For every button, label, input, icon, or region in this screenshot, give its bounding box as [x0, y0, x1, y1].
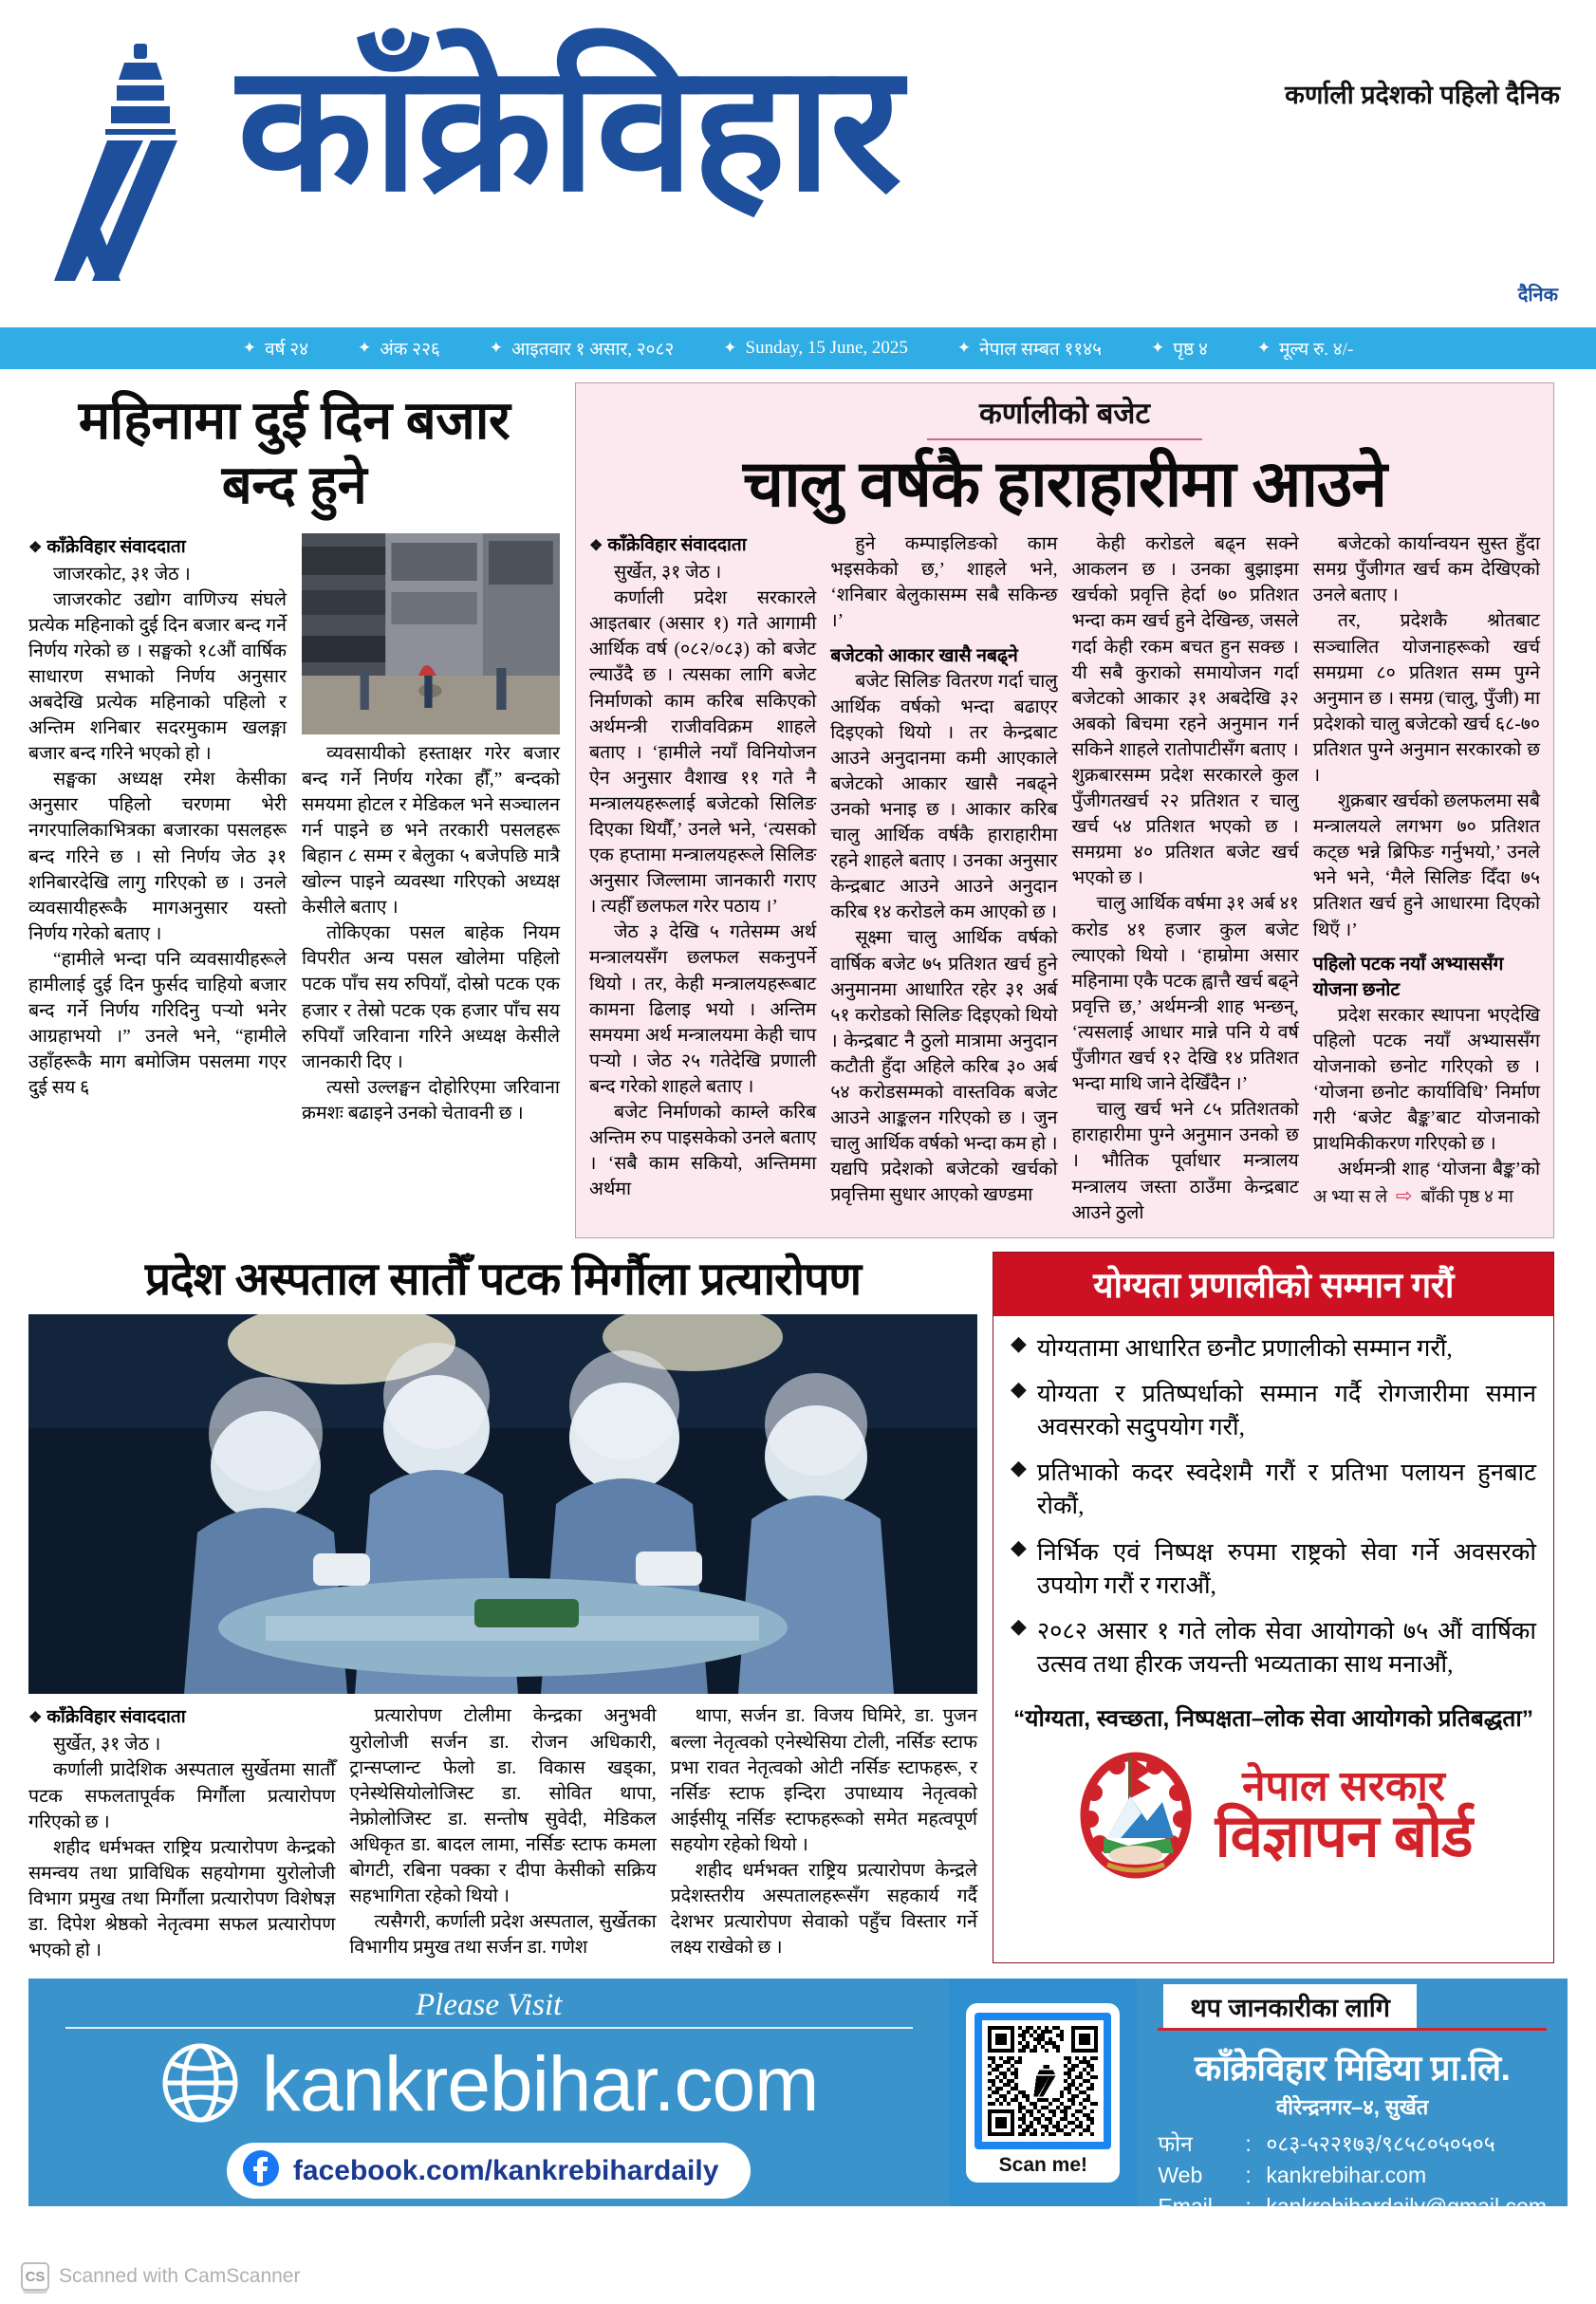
hospital-story-columns — [28, 1703, 977, 1963]
list-item-text: योग्यतामा आधारित छनौट प्रणालीको सम्मान गरौं, — [1036, 1333, 1453, 1362]
please-visit-label: Please Visit — [416, 1988, 563, 2023]
qr-code-icon[interactable] — [982, 2020, 1104, 2142]
paragraph: सङ्घका अध्यक्ष रमेश केसीका अनुसार पहिलो चरणमा भेरी नगरपालिकाभित्रका बजारका पसलहरू बन्द गरिने छ । सो निर्णय जेठ ३१ शनिबारदेखि लागु गरिएको छ । उनले व्यवसायीहरूकै मागअनुसार यस्तो निर्णय गरेको बताए । — [28, 770, 287, 944]
byline-text: काँक्रेविहार संवाददाता — [46, 1707, 186, 1728]
budget-columns — [589, 531, 1540, 1226]
surgery-operating-room-photo — [28, 1314, 977, 1694]
list-item — [1011, 1535, 1536, 1602]
dateline: सुर्खेत, ३१ जेठ । — [53, 1735, 161, 1756]
diamond-bullet-icon: ✦ — [242, 339, 256, 357]
budget-col-4 — [1313, 531, 1540, 1226]
diamond-bullet-icon: ✦ — [956, 339, 972, 357]
datebar-item-issue — [333, 336, 465, 361]
qr-card — [966, 2003, 1120, 2183]
byline-text: काँक्रेविहार संवाददाता — [607, 535, 747, 556]
contact-separator: : — [1245, 2193, 1252, 2219]
diamond-bullet-icon: ✦ — [489, 339, 503, 357]
hospital-col-3 — [671, 1703, 977, 1963]
hospital-story-headline: प्रदेश अस्पताल सातौँ पटक मिर्गौला प्रत्यारोपण — [144, 1254, 862, 1305]
diamond-bullet-icon: ◆ — [1011, 1456, 1027, 1480]
paragraph: चालु खर्च भने ८५ प्रतिशतको हाराहारीमा पुग्ने अनुमान उनको छ । भौतिक पूर्वाधार मन्त्रालय मन्त्रालय जस्ता ठाउँमा केन्द्रबाट आउने ठुलो — [1071, 1100, 1299, 1223]
website-link[interactable] — [159, 2029, 819, 2135]
datebar-text: पृष्ठ ४ — [1173, 340, 1208, 360]
diamond-bullet-icon: ✦ — [723, 339, 737, 357]
contact-row-email — [1158, 2191, 1547, 2222]
datebar-text: वर्ष २४ — [264, 340, 308, 360]
paragraph: चालु आर्थिक वर्षमा ३१ अर्ब ४१ करोड ४१ हजार कुल बजेट ल्याएको थियो । ‘हाम्रोमा असार महिनामा एकै पटक ह्वात्तै खर्च बढ्ने प्रवृत्ति छ,’ अर्थमन्त्री शाह भन्छन्, ‘त्यसलाई आधार मान्ने पनि ये वर्ष पुँजीगत खर्च १२ देखि १४ प्रतिशत भन्दा माथि जाने देखिँदैन ।’ — [1071, 894, 1299, 1095]
list-item — [1011, 1377, 1536, 1443]
camscanner-watermark — [21, 2262, 300, 2291]
paragraph: “हामीले भन्दा पनि व्यवसायीहरूले हामीलाई दुई दिन फुर्सद चाहियो बजार बन्द गर्ने निर्णय गरिदिनु पऱ्यो भनेर आग्रहाभयो ।” उनले भने, “हामीले उहाँहरूकै माग बमोजिम पसलमा गएर दुई सय ६ — [28, 949, 287, 1099]
list-item — [1011, 1614, 1536, 1681]
datebar-item-pages — [1126, 336, 1233, 361]
facebook-icon — [242, 2149, 280, 2192]
paragraph: शुक्रबार खर्चको छलफलमा सबै मन्त्रालयले लगभग ७० प्रतिशत कट्छ भन्ने ब्रिफिङ गर्नुभयो,’ उनले भने भने, ‘मैले सिलिङ दिँदा ७५ प्रतिशत खर्च हुने आधारमा दिएको थिएँ ।’ — [1312, 791, 1540, 940]
footer-banner — [28, 1979, 1568, 2219]
paragraph: सूक्ष्मा चालु आर्थिक वर्षको वार्षिक बजेट ७५ प्रतिशत खर्च हुने अनुमानमा आधारित रहेर ३१ अर्ब ५१ करोडको सिलिङ दिइएको थियो । केन्द्रबाट नै ठुलो मात्रामा अनुदान कटौती हुँदा अहिले करिब ३० अर्ब ५४ करोडसम्मको वास्तविक बजेट आउने आङ्कलन गरिएको छ । जुन चालु आर्थिक वर्षको भन्दा कम हो । यद्यपि प्रदेशको बजेटको खर्चको प्रवृत्तिमा सुधार आएको खण्डमा — [830, 928, 1058, 1206]
advertisement-government-text — [1215, 1762, 1473, 1869]
datebar-text: मूल्य रु. ४/- — [1279, 340, 1354, 360]
paragraph: प्रत्यारोपण टोलीमा केन्द्रका अनुभवी युरोलोजी सर्जन डा. रोजन अधिकारी, ट्रान्सप्लान्ट फेलो डा. विकास खड्का, एनेस्थेसियोलोजिस्ट डा. सोवित थापा, नेफ्रोलोजिस्ट डा. सन्तोष सुवेदी, मेडिकल अधिकृत डा. बादल लामा, नर्सिङ स्टाफ कमला बोगटी, रबिना पक्का र दीपा केसीको सक्रिय सहभागिता रहेको थियो । — [349, 1706, 657, 1907]
advertisement — [993, 1252, 1554, 1964]
gov-line-2: विज्ञापन बोर्ड — [1215, 1803, 1473, 1869]
diamond-bullet-icon: ✦ — [1256, 339, 1271, 357]
diamond-bullet-icon: ✦ — [1151, 339, 1165, 357]
continuation-link[interactable] — [1312, 1184, 1513, 1208]
budget-col-3 — [1072, 531, 1299, 1226]
datebar-item-year — [218, 336, 333, 361]
page-title: काँक्रेविहार — [237, 30, 900, 227]
paragraph — [1313, 1157, 1540, 1211]
paragraph: व्यवसायीको हस्ताक्षर गरेर बजार बन्द गर्ने निर्णय गरेका हौँ,” बन्दको समयमा होटल र मेडिकल भने सञ्चालन गर्न पाइने छ भने तरकारी पसलहरू बिहान ८ सम्म र बेलुका ५ बजेपछि मात्रै खोल्न पाइने व्यवस्था गरिएको अध्यक्ष केसीले बताए । — [302, 743, 560, 919]
masthead — [0, 0, 1596, 327]
footer-contact-block — [1137, 1979, 1568, 2219]
budget-box — [575, 382, 1554, 1238]
diamond-bullet-icon: ◆ — [1011, 1534, 1027, 1559]
hospital-col-2 — [349, 1703, 656, 1963]
budget-kicker: कर्णालीको बजेट — [978, 397, 1151, 430]
paragraph: बजेट निर्माणको काम्ले करिब अन्तिम रुप पाइसकेको उनले बताए । ‘सबै काम सकियो, अन्तिममा अर्थमा — [589, 1103, 817, 1200]
diamond-bullet-icon: ✦ — [358, 339, 372, 357]
paragraph: तर, प्रदेशकै श्रोतबाट सञ्चालित योजनाहरूको खर्च समग्रमा ८० प्रतिशत सम्म पुग्ने अनुमान छ । समग्र (चालु, पुँजी) मा प्रदेशको चालु बजेटको खर्च ६८-७० प्रतिशत पुग्ने अनुमान सरकारको छ । — [1312, 611, 1540, 786]
diamond-bullet-icon: ❖ — [28, 539, 43, 556]
byline — [28, 533, 287, 558]
arrow-right-icon: ⇨ — [1395, 1184, 1413, 1208]
street-market-photo — [302, 533, 560, 734]
paragraph-text: अर्थमन्त्री शाह ‘योजना बैङ्क’को — [1337, 1160, 1540, 1180]
company-name: काँक्रेविहार मिडिया प्रा.लि. — [1194, 2049, 1511, 2089]
website-url: kankrebihar.com — [261, 2041, 819, 2128]
footer-divider — [65, 2027, 913, 2029]
contact-details — [1137, 2031, 1568, 2221]
paragraph: प्रदेश सरकार स्थापना भएदेखि पहिलो पटक नयाँ अभ्याससँग योजनाको छनोट गरिएको छ । ‘योजना छनोट कार्याविधि’ निर्माण गरी ‘बजेट बैङ्क’बाट योजनाको प्राथमिकीकरण गरिएको छ । — [1312, 1005, 1540, 1155]
continuation-prefix: अ भ्या स ले — [1312, 1187, 1388, 1208]
company-address: वीरेन्द्रनगर–४, सुर्खेत — [1276, 2095, 1429, 2120]
more-info-tab — [1163, 1984, 1417, 2028]
hospital-col-1 — [28, 1703, 335, 1963]
list-item-text: प्रतिभाको कदर स्वदेशमै गरौं र प्रतिभा पलायन हुनबाट रोकौं, — [1036, 1459, 1536, 1520]
contact-separator: : — [1245, 2162, 1252, 2187]
byline — [589, 531, 816, 556]
list-item-text: २०८२ असार १ गते लोक सेवा आयोगको ७५ औं वार्षिका उत्सव तथा हीरक जयन्ती भव्यताका साथ मनाऔं, — [1036, 1617, 1536, 1679]
budget-subheading: बजेटको आकार खासै नबढ्ने — [830, 644, 1018, 666]
paragraph: थापा, सर्जन डा. विजय घिमिरे, डा. पुजन बल्ला नेतृत्वको एनेस्थेसिया टोली, नर्सिङ स्टाफ प्रभा रावत नेतृत्वको ओटी नर्सिङ स्टाफहरू, र नर्सिङ स्टाफ इन्दिरा उपाध्याय नेतृत्वको आईसीयू नर्सिङ स्टाफहरूको समेत महत्वपूर्ण सहयोग रहेको थियो । — [670, 1706, 977, 1855]
list-item — [1011, 1456, 1536, 1522]
datebar-text: आइतवार १ असार, २०८२ — [511, 340, 675, 360]
list-item-text: योग्यता र प्रतिष्पर्धाको सम्मान गर्दै रोगजारीमा समान अवसरको सदुपयोग गरौं, — [1036, 1379, 1536, 1441]
diamond-bullet-icon: ◆ — [1011, 1330, 1027, 1355]
paragraph: त्यसैगरी, कर्णाली प्रदेश अस्पताल, सुर्खेतका विभागीय प्रमुख तथा सर्जन डा. गणेश — [349, 1912, 657, 1959]
paragraph: कर्णाली प्रदेश सरकारले आइतबार (असार १) गते आगामी आर्थिक वर्ष (०८२/०८३) को बजेट ल्याउँदै छ । त्यसका लागि बजेट निर्माणको काम करिब सकिएको अर्थमन्त्री राजीवविक्रम शाहले बताए । ‘हामीले नयाँ विनियोजन ऐन अनुसार वैशाख ११ गते नै मन्त्रालयहरूलाई बजेटको सिलिङ दिएका थियौँ,’ उनले भने, ‘त्यसको एक हप्तामा मन्त्रालयहरूले सिलिङ अनुसार जिल्लामा जानकारी गराए । त्यहीँ छलफल गरेर पठाय ।’ — [589, 588, 817, 918]
contact-value[interactable]: ०८३-५२२१७३/९८५८०५०५०५ — [1266, 2131, 1495, 2157]
facebook-link[interactable] — [227, 2143, 752, 2199]
paragraph: बजेट सिलिङ वितरण गर्दा चालु आर्थिक वर्षको भन्दा बढाएर दिइएको थियो । तर केन्द्रबाट आउने अनुदानमा कमी आएकाले बजेटको आकार खासै नबढ्ने उनको भनाइ छ । आकार करिब चालु आर्थिक वर्षकै हाराहारीमा रहने शाहले बताए । उनका अनुसार केन्द्रबाट आउने आउने अनुदान करिब १४ करोडले कम आएको छ । — [830, 671, 1058, 923]
advertisement-heading: योग्यता प्रणालीको सम्मान गरौं — [993, 1253, 1553, 1316]
scan-me-label: Scan me! — [998, 2153, 1088, 2176]
advertisement-quote: “योग्यता, स्वच्छता, निष्पक्षता–लोक सेवा आयोगको प्रतिबद्धता” — [1013, 1706, 1533, 1733]
datebar-item-nepali-date — [465, 336, 699, 361]
datebar-item-english-date — [698, 338, 933, 359]
contact-value[interactable]: kankrebihar.com — [1266, 2162, 1427, 2187]
top-row — [28, 382, 1568, 1238]
nepal-government-emblem-icon — [1075, 1747, 1197, 1885]
kicker-rule — [927, 438, 1202, 440]
more-info-label: थप जानकारीका लागि — [1190, 1994, 1390, 2023]
contact-value[interactable]: kankrebihardaily@gmail.com — [1266, 2193, 1547, 2219]
paragraph: तोकिएका पसल बाहेक नियम विपरीत अन्य पसल खोलेमा पहिलो पटक पाँच सय रुपियाँ, दोस्रो पटक एक हजार र तेस्रो पटक एक हजार पाँच सय रुपियाँ जरिवाना गरिने अध्यक्ष केसीले जानकारी दिए । — [302, 923, 560, 1072]
byline — [28, 1703, 335, 1728]
contact-key: फोन — [1158, 2131, 1193, 2157]
diamond-bullet-icon: ◆ — [1011, 1614, 1027, 1638]
diamond-bullet-icon: ❖ — [589, 538, 603, 555]
datebar-item-price — [1233, 336, 1378, 361]
mid-row — [28, 1252, 1568, 1964]
contact-row-phone — [1158, 2128, 1547, 2160]
left-story-headline: महिनामा दुई दिन बजार बन्द हुने — [78, 390, 510, 515]
budget-col-2 — [830, 531, 1057, 1226]
datebar-text: नेपाल सम्बत ११४५ — [979, 340, 1102, 360]
list-item-text: निर्भिक एवं निष्पक्ष रुपमा राष्ट्रको सेवा गर्ने अवसरको उपयोग गरौं र गराऔं, — [1036, 1537, 1536, 1599]
paragraph: हुने कम्पाइलिङको काम भइसकेको छ,’ शाहले भने, ‘शनिबार बेलुकासम्म सबै सकिन्छ ।’ — [830, 534, 1058, 632]
left-story-col-2 — [302, 533, 560, 1126]
datebar-text: Sunday, 15 June, 2025 — [745, 338, 908, 358]
paragraph: जेठ ३ देखि ५ गतेसम्म अर्थ मन्त्रालयसँग छलफल सकनुपर्ने थियो । तर, केही मन्त्रालयहरूबाट कामना ढिलाइ भयो । अन्तिम समयमा अर्थ मन्त्रालयमा केही चाप पऱ्यो । जेठ २५ गतेदेखि प्रणाली बन्द गरेको शाहले बताए । — [589, 922, 817, 1097]
camscanner-text: Scanned with CamScanner — [59, 2265, 301, 2287]
paragraph: शहीद धर्मभक्त राष्ट्रिय प्रत्यारोपण केन्द्रको समन्वय तथा प्राविधिक सहयोगमा युरोलोजी विभाग प्रमुख तथा मिर्गौला प्रत्यारोपण विशेषज्ञ डा. दिपेश श्रेष्ठको नेतृत्वमा सफल प्रत्यारोपण भएको हो । — [28, 1837, 336, 1961]
advertisement-box — [993, 1252, 1554, 1964]
page-content — [0, 369, 1596, 2219]
paragraph: बजेटको कार्यान्वयन सुस्त हुँदा समग्र पुँजीगत खर्च कम देखिएको उनले बताए । — [1312, 534, 1540, 606]
qr-frame — [974, 2013, 1111, 2149]
left-story — [28, 382, 560, 1238]
dateline: सुर्खेत, ३१ जेठ । — [614, 563, 722, 584]
hospital-story — [28, 1252, 977, 1964]
continuation-text: बाँकी पृष्ठ ४ मा — [1420, 1187, 1513, 1208]
paragraph: शहीद धर्मभक्त राष्ट्रिय प्रत्यारोपण केन्द्रले प्रदेशस्तरीय अस्पतालहरूसँग सहकार्य गर्दै देशभर प्रत्यारोपण सेवाको पहुँच विस्तार गर्ने लक्ष्य राखेको छ । — [670, 1861, 977, 1959]
paragraph: केही करोडले बढ्न सक्ने आकलन छ । उनका बुझाइमा खर्चको प्रवृत्ति हेर्दा ७० प्रतिशत भन्दा कम खर्च हुने देखिन्छ, जसले गर्दा केही रकम बचत हुन सक्छ । यी सबै कुराको समायोजन गर्दा बजेटको आकार ३१ अबदेखि ३२ अबको बिचमा रहने अनुमान गर्न सकिने शाहले रातोपाटीसँग बताए । शुक्रबारसम्म प्रदेश सरकारले कुल पुँजीगतखर्च २२ प्रतिशत र चालु खर्च ५४ प्रतिशत भएको छ । समग्रमा ४० प्रतिशत बजेट खर्च भएको छ । — [1071, 534, 1299, 889]
globe-icon — [159, 2042, 241, 2128]
facebook-url: facebook.com/kankrebihardaily — [292, 2154, 719, 2186]
contact-row-web — [1158, 2160, 1547, 2191]
budget-story — [575, 382, 1554, 1238]
advertisement-bullet-list — [993, 1316, 1553, 1698]
byline-text: काँक्रेविहार संवाददाता — [46, 536, 186, 557]
list-item — [1011, 1331, 1536, 1365]
advertisement-government-block — [993, 1743, 1553, 1898]
diamond-bullet-icon: ❖ — [28, 1710, 43, 1727]
contact-key: Email — [1158, 2193, 1213, 2219]
budget-subheading: पहिलो पटक नयाँ अभ्याससँग योजना छनोट — [1312, 953, 1504, 1000]
budget-headline: चालु वर्षकै हाराहारीमा आउने — [743, 448, 1386, 520]
dateline: जाजरकोट, ३१ जेठ । — [53, 564, 191, 585]
masthead-dainik-label: दैनिक — [1517, 285, 1558, 306]
camscanner-badge-icon: CS — [21, 2262, 49, 2291]
paragraph: जाजरकोट उद्योग वाणिज्य संघले प्रत्येक महिनाको दुई दिन बजार बन्द गर्ने निर्णय गरेको छ । सङ्घको १८औं वार्षिक साधारण सभाको निर्णय अनुसार अबदेखि प्रत्येक महिनाको पहिलो र अन्तिम शनिबार सदरमुकाम खलङ्गा बजार बन्द गरिने भएको हो । — [28, 589, 287, 765]
contact-key: Web — [1158, 2162, 1203, 2187]
footer-website-block — [28, 1979, 949, 2206]
paragraph: त्यसो उल्लङ्घन दोहोरिएमा जरिवाना क्रमशः बढाइने उनको चेतावनी छ । — [302, 1077, 560, 1124]
left-story-col-1 — [28, 533, 287, 1126]
paragraph: कर्णाली प्रादेशिक अस्पताल सुर्खेतमा सातौँ पटक सफलतापूर्वक मिर्गौला प्रत्यारोपण गरिएको छ । — [28, 1760, 336, 1832]
budget-col-1 — [589, 531, 816, 1226]
contact-separator: : — [1245, 2131, 1252, 2157]
masthead-tagline: कर्णाली प्रदेशको पहिलो दैनिक — [1285, 81, 1560, 109]
left-story-columns — [28, 533, 560, 1126]
datebar-item-nepal-sambat — [933, 336, 1126, 361]
gov-line-1: नेपाल सरकार — [1242, 1762, 1445, 1810]
diamond-bullet-icon: ◆ — [1011, 1376, 1027, 1401]
qr-code-block[interactable] — [949, 1979, 1137, 2206]
kankrebihar-k-monogram-icon — [52, 36, 242, 283]
date-strip — [0, 327, 1596, 369]
datebar-text: अंक २२६ — [380, 340, 440, 360]
